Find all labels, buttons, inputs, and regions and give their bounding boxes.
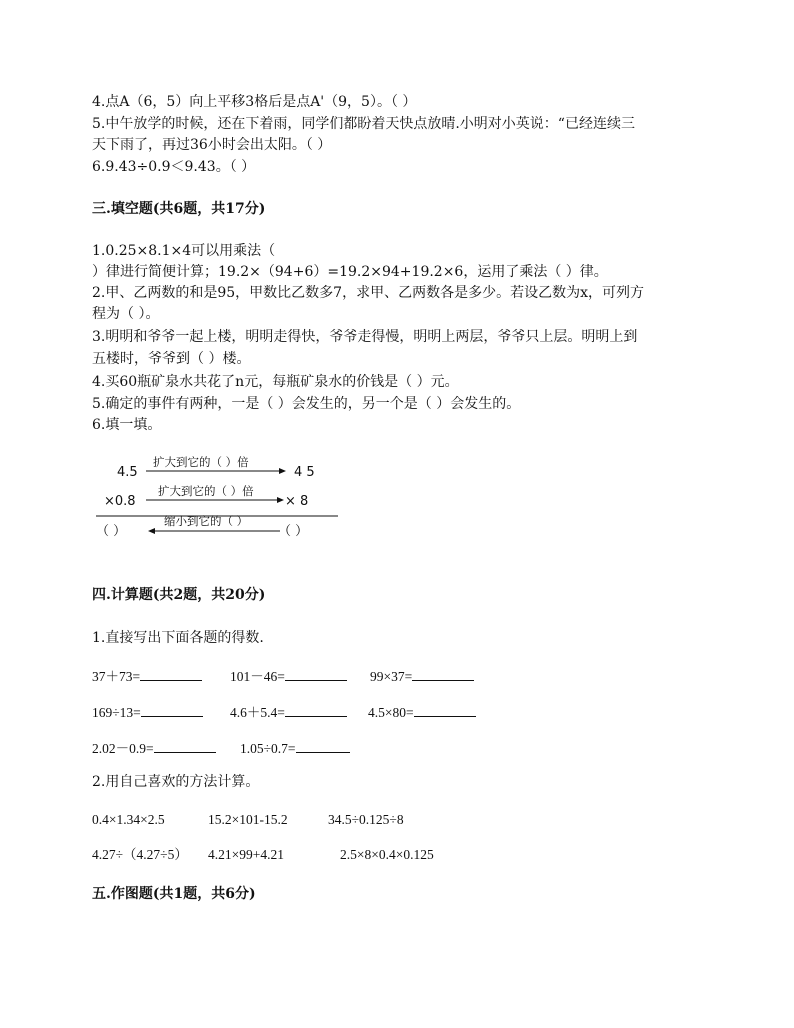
section4-title: 四.计算题(共2题，共20分) bbox=[92, 587, 266, 603]
answer-blank[interactable] bbox=[414, 702, 476, 717]
diagram-left-3: （ ） bbox=[96, 524, 127, 539]
oral-item: 4.6＋5.4= bbox=[230, 705, 285, 720]
arrow3-label: 缩小到它的（ ） bbox=[164, 514, 249, 528]
calc-item: 4.27÷（4.27÷5） bbox=[92, 847, 188, 862]
fill-q5: 5.确定的事件有两种，一是（ ）会发生的，另一个是（ ）会发生的。 bbox=[92, 396, 521, 412]
oral-row-3 bbox=[92, 738, 552, 758]
fill-q1-line2: ）律进行简便计算；19.2×（94+6）=19.2×94+19.2×6，运用了乘法（ ）律。 bbox=[92, 264, 608, 280]
arrow2-head-icon bbox=[277, 497, 284, 503]
fill-q4: 4.买60瓶矿泉水共花了n元，每瓶矿泉水的价钱是（ ）元。 bbox=[92, 374, 459, 390]
arrow2-label: 扩大到它的（ ）倍 bbox=[158, 484, 254, 498]
calc-item: 15.2×101-15.2 bbox=[208, 812, 288, 827]
answer-blank[interactable] bbox=[141, 702, 203, 717]
oral-row-1 bbox=[92, 666, 552, 686]
diagram-right-3: （ ） bbox=[278, 524, 309, 539]
section5-title: 五.作图题(共1题，共6分) bbox=[92, 886, 256, 902]
diagram-right-2: × 8 bbox=[285, 494, 309, 509]
calc-row-1 bbox=[92, 810, 552, 830]
calc-q2: 2.用自己喜欢的方法计算。 bbox=[92, 774, 260, 790]
answer-blank[interactable] bbox=[412, 666, 474, 681]
judge-q6: 6.9.43÷0.9＜9.43。（ ） bbox=[92, 159, 256, 175]
fill-q2-line1: 2.甲、乙两数的和是95，甲数比乙数多7，求甲、乙两数各是多少。若设乙数为x，可列方 bbox=[92, 285, 644, 301]
oral-item: 169÷13= bbox=[92, 705, 141, 720]
answer-blank[interactable] bbox=[285, 666, 347, 681]
arrow1-label: 扩大到它的（ ）倍 bbox=[153, 455, 249, 469]
calc-q1: 1.直接写出下面各题的得数. bbox=[92, 630, 264, 646]
calc-row-2 bbox=[92, 845, 572, 865]
answer-blank[interactable] bbox=[154, 738, 216, 753]
judge-q5-line1: 5.中午放学的时候，还在下着雨，同学们都盼着天快点放晴.小明对小英说：“已经连续三 bbox=[92, 116, 635, 132]
arrow1-head-icon bbox=[279, 468, 286, 474]
calc-item: 34.5÷0.125÷8 bbox=[328, 812, 404, 827]
oral-row-2 bbox=[92, 702, 552, 722]
oral-item: 37＋73= bbox=[92, 669, 141, 684]
section3-title: 三.填空题(共6题，共17分) bbox=[92, 201, 266, 217]
fill-q3-line2: 五楼时，爷爷到（ ）楼。 bbox=[92, 351, 251, 367]
fill-q3-line1: 3.明明和爷爷一起上楼，明明走得快，爷爷走得慢，明明上两层，爷爷只上层。明明上到 bbox=[92, 329, 638, 345]
oral-item: 4.5×80= bbox=[368, 705, 414, 720]
calc-item: 4.21×99+4.21 bbox=[208, 847, 284, 862]
fill-q6: 6.填一填。 bbox=[92, 417, 162, 433]
fill-q2-line2: 程为（ ）。 bbox=[92, 306, 160, 322]
judge-q4: 4.点A（6，5）向上平移3格后是点A'（9，5）。（ ） bbox=[92, 94, 417, 110]
oral-item: 2.02－0.9= bbox=[92, 741, 154, 756]
diagram-left-1: 4.5 bbox=[117, 465, 138, 480]
arrow3-head-icon bbox=[148, 528, 155, 534]
diagram-right-1: 4 5 bbox=[294, 465, 315, 480]
fill-q1-line1: 1.0.25×8.1×4可以用乘法（ bbox=[92, 243, 276, 259]
answer-blank[interactable] bbox=[285, 702, 347, 717]
calc-item: 0.4×1.34×2.5 bbox=[92, 812, 165, 827]
oral-item: 101－46= bbox=[230, 669, 285, 684]
answer-blank[interactable] bbox=[140, 666, 202, 681]
diagram-left-2: ×0.8 bbox=[104, 494, 136, 509]
oral-item: 99×37= bbox=[370, 669, 413, 684]
judge-q5-line2: 天下雨了，再过36小时会出太阳。（ ） bbox=[92, 137, 332, 153]
oral-item: 1.05÷0.7= bbox=[240, 741, 296, 756]
calc-item: 2.5×8×0.4×0.125 bbox=[340, 847, 434, 862]
answer-blank[interactable] bbox=[296, 738, 350, 753]
